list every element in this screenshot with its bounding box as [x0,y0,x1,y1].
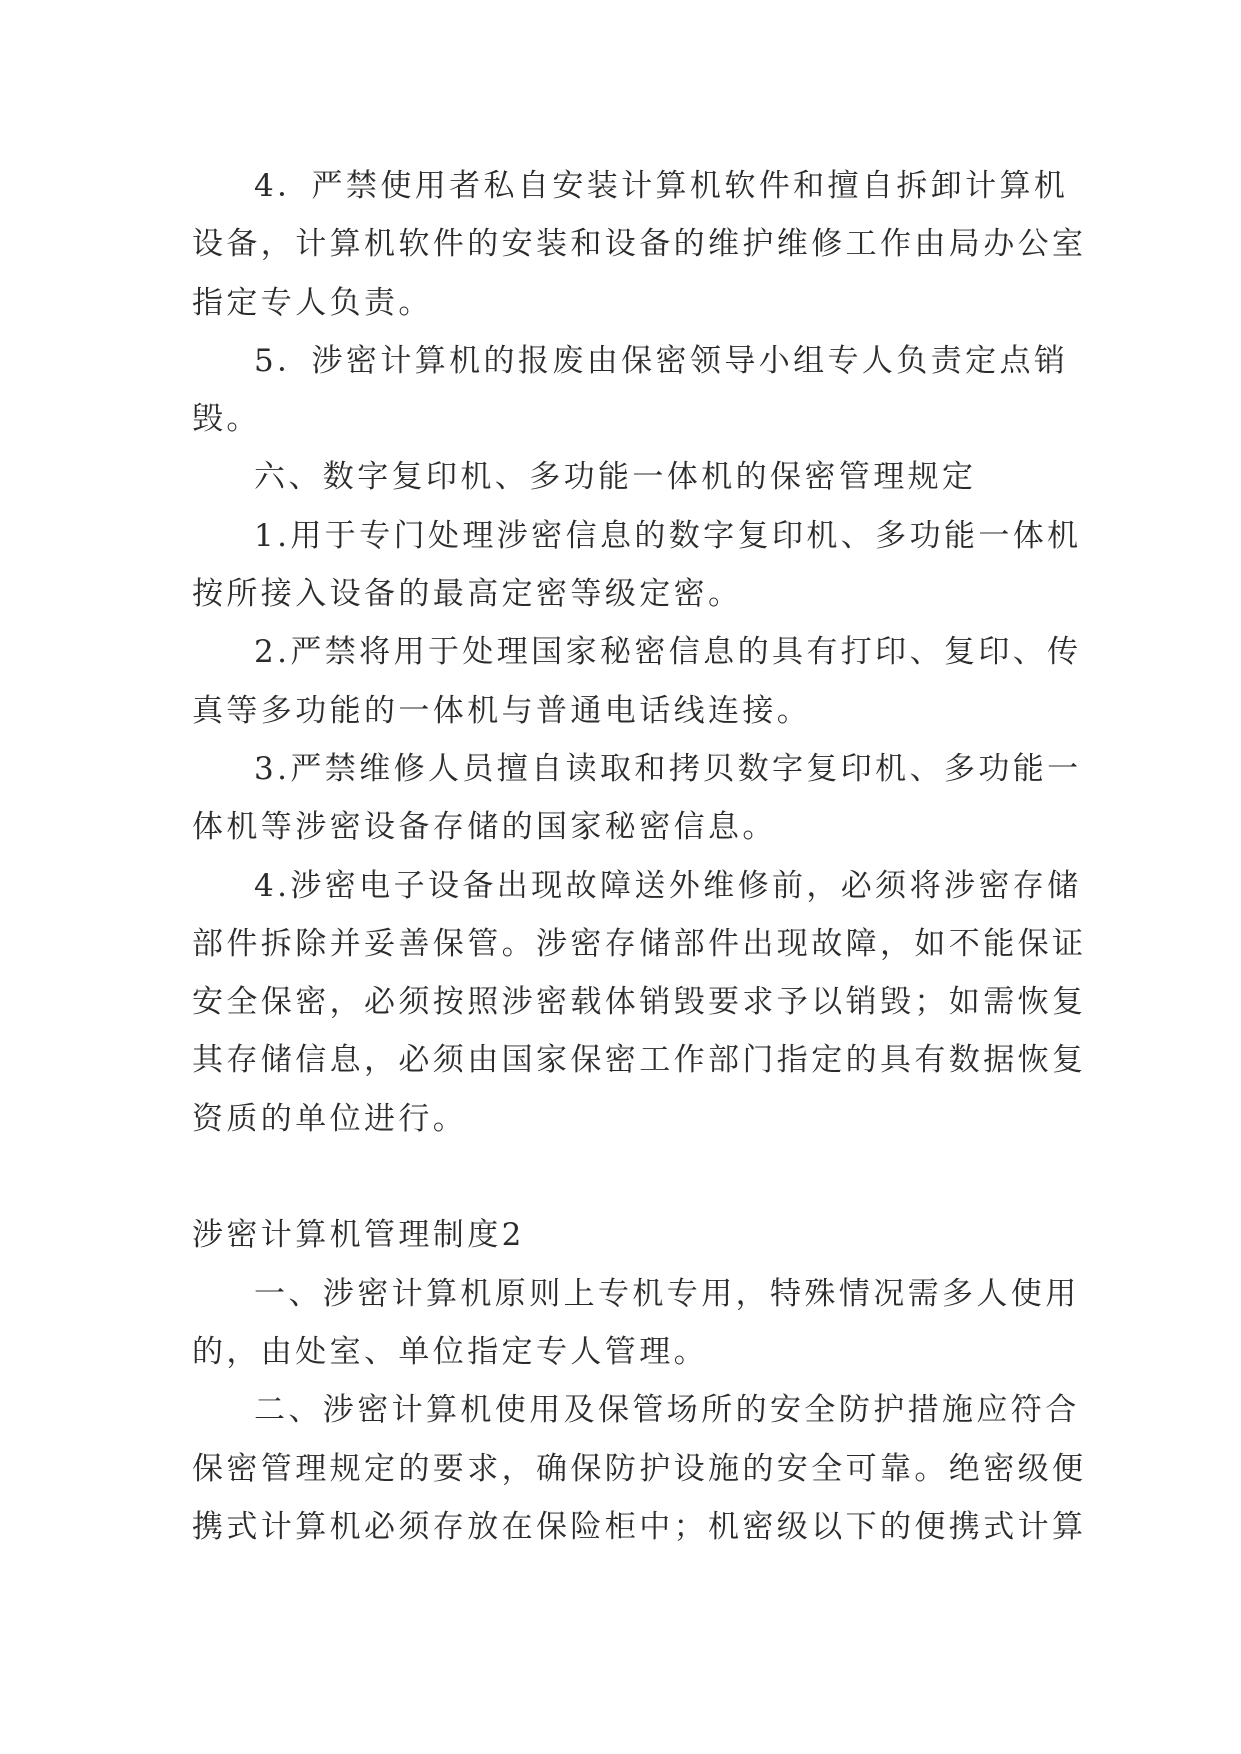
text-line: 3.严禁维修人员擅自读取和拷贝数字复印机、多功能一 [254,750,1082,787]
text-line: 真等多功能的一体机与普通电话线连接。 [192,692,812,729]
paragraph-six-item-4 [192,857,1087,1148]
text-line: 资质的单位进行。 [192,1100,468,1137]
paragraph-item-4 [192,157,1087,332]
text-line: 毁。 [192,401,261,438]
text-line: 的，由处室、单位指定专人管理。 [192,1333,708,1370]
spacer [192,1148,1054,1206]
text-line: 2.严禁将用于处理国家秘密信息的具有打印、复印、传 [254,634,1082,671]
text-line: 按所接入设备的最高定密等级定密。 [192,576,743,613]
text-line: 指定专人负责。 [192,284,433,321]
paragraph-part2-item-2 [192,1381,1087,1556]
paragraph-six-item-1 [192,507,1082,624]
text-line: 设备，计算机软件的安装和设备的维护维修工作由局办公室 [192,226,1087,263]
paragraph-six-item-3 [192,740,1082,857]
document-body [192,157,1087,1556]
text-line: 4．严禁使用者私自安装计算机软件和擅自拆卸计算机 [254,168,1069,204]
text-line: 部件拆除并妥善保管。涉密存储部件出现故障，如不能保证 [192,925,1087,962]
text-line: 一、涉密计算机原则上专机专用，特殊情况需多人使用 [254,1275,1080,1312]
text-line: 4.涉密电子设备出现故障送外维修前，必须将涉密存储 [254,867,1082,904]
text-line: 保密管理规定的要求，确保防护设施的安全可靠。绝密级便 [192,1450,1087,1487]
text-line: 5．涉密计算机的报废由保密领导小组专人负责定点销 [254,342,1069,379]
document-title: 涉密计算机管理制度2 [192,1217,525,1254]
paragraph-part2-item-1 [192,1265,1080,1382]
text-line: 携式计算机必须存放在保险柜中；机密级以下的便携式计算 [192,1508,1087,1545]
text-line: 体机等涉密设备存储的国家秘密信息。 [192,809,777,846]
paragraph-item-5 [192,332,1069,449]
text-line: 二、涉密计算机使用及保管场所的安全防护措施应符合 [254,1392,1080,1429]
section-heading: 六、数字复印机、多功能一体机的保密管理规定 [254,459,977,496]
text-line: 安全保密，必须按照涉密载体销毁要求予以销毁；如需恢复 [192,984,1087,1021]
text-line: 其存储信息，必须由国家保密工作部门指定的具有数据恢复 [192,1042,1087,1079]
paragraph-six-item-2 [192,623,1082,740]
text-line: 1.用于专门处理涉密信息的数字复印机、多功能一体机 [254,517,1082,554]
